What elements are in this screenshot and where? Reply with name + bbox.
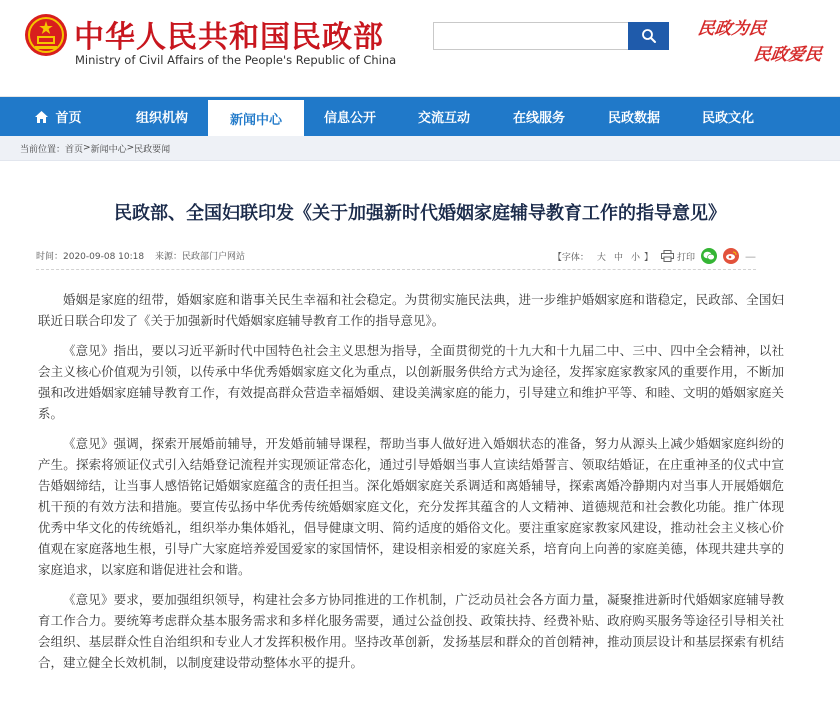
main-nav	[0, 97, 840, 136]
nav-item-label: 组织机构	[135, 111, 188, 126]
article-source: 来源：民政部门户网站	[155, 252, 246, 262]
site-title[interactable]: 中华人民共和国民政部	[74, 20, 384, 55]
paragraph: 《意见》强调，探索开展婚前辅导，开发婚前辅导课程，帮助当事人做好进入婚姻状态的准备，努力从源头上减少婚姻家庭纠纷的产生。探索将颁证仪式引入结婚登记流程并实现颁证常态化，通过引导婚姻当事人宣读结婚誓言、领取结婚证，在庄重神圣的仪式中宣告婚姻缔结，让当事人感悟铭记婚姻家庭蕴含的责任担当。深化婚姻家庭关系调适和离婚辅导，探索离婚冷静期内对当事人开展婚姻危机干预的有效方法和措施。要宣传弘扬中华优秀传统婚姻家庭文化，充分发挥其蕴含的人文精神、道德规范和社会教化功能。推广体现优秀中华文化的传统婚礼，组织举办集体婚礼，倡导健康文明、简约适度的婚俗文化。要注重家庭家教家风建设，推动社会主义核心价值观在家庭落地生根，引导广大家庭培养爱国爱家的家国情怀，建设相亲相爱的家庭关系，培育向上向善的家庭美德，体现共建共享的家庭追求，以家庭和谐促进社会和谐。	[38, 436, 784, 577]
article-tools	[553, 245, 756, 267]
wechat-share-icon[interactable]	[701, 248, 717, 264]
print-button[interactable]	[661, 250, 695, 263]
font-size-large[interactable]: 大	[596, 252, 606, 263]
nav-item-label: 民政数据	[607, 111, 660, 126]
nav-item-label: 在线服务	[512, 111, 565, 126]
nav-item-news[interactable]	[208, 97, 304, 136]
paragraph: 《意见》要求，要加强组织领导，构建社会多方协同推进的工作机制，广泛动员社会各方面力量，凝聚推进新时代婚姻家庭辅导教育工作合力。要统筹考虑群众基本服务需求和多样化服务需要，通过公益创投、政策扶持、经费补贴、政府购买服务等途径引导相关社会组织、基层群众性自治组织和专业人才发挥积极作用。坚持改革创新，发扬基层和群众的首创精神，推动顶层设计和基层探索有机结合，建立健全长效机制，以制度建设带动整体水平的提升。	[38, 592, 784, 670]
nav-item-data[interactable]	[586, 97, 682, 136]
search-input[interactable]	[434, 23, 628, 49]
article-meta	[36, 245, 756, 267]
site-header	[0, 0, 840, 97]
breadcrumb-separator: >	[83, 143, 91, 153]
nav-item-label: 民政文化	[701, 111, 754, 126]
nav-item-label: 首页	[55, 111, 82, 126]
font-size-small[interactable]: 小	[630, 252, 640, 263]
article-card	[20, 163, 820, 723]
nav-item-interaction[interactable]	[396, 97, 492, 136]
print-label: 打印	[676, 252, 695, 263]
search-icon	[641, 28, 657, 44]
nav-item-label: 新闻中心	[229, 112, 282, 128]
breadcrumb	[0, 136, 840, 161]
slogan-line-2: 民政爱民	[752, 45, 824, 65]
national-emblem-icon[interactable]	[24, 13, 68, 57]
nav-item-online-service[interactable]	[492, 97, 586, 136]
more-icon: —	[745, 249, 756, 263]
nav-item-info[interactable]	[304, 97, 396, 136]
site-subtitle: Ministry of Civil Affairs of the People's Republic of China	[75, 53, 397, 67]
meta-divider	[36, 269, 756, 270]
paragraph: 婚姻是家庭的纽带，婚姻家庭和谐事关民生幸福和社会稳定。为贯彻实施民法典，进一步维护婚姻家庭和谐稳定，民政部、全国妇联近日联合印发了《关于加强新时代婚姻家庭辅导教育工作的指导意见》。	[38, 292, 784, 328]
breadcrumb-separator: >	[126, 143, 135, 153]
slogan	[696, 12, 836, 64]
nav-item-home[interactable]	[0, 97, 116, 136]
nav-item-culture[interactable]	[682, 97, 774, 136]
publish-time: 时间：2020-09-08 10:18	[36, 252, 145, 262]
breadcrumb-item[interactable]: 民政要闻	[134, 144, 171, 155]
search-box	[433, 22, 669, 50]
home-icon	[34, 110, 49, 124]
nav-item-label: 信息公开	[323, 111, 376, 126]
nav-item-label: 交流互动	[417, 111, 470, 126]
nav-item-organization[interactable]	[116, 97, 208, 136]
font-size-medium[interactable]: 中	[613, 252, 623, 263]
font-size-label: 【字体：	[552, 252, 589, 263]
paragraph: 《意见》指出，要以习近平新时代中国特色社会主义思想为指导，全面贯彻党的十九大和十九届二中、三中、四中全会精神，以社会主义核心价值观为引领，以传承中华优秀婚姻家庭文化为重点，以创新服务供给方式为途径，发挥家庭家教家风的重要作用，不断加强和改进婚姻家庭辅导教育工作，有效提高群众营造幸福婚姻、建设美满家庭的能力，引导建立和维护平等、和睦、文明的婚姻家庭关系。	[38, 343, 784, 421]
breadcrumb-item[interactable]: 新闻中心	[90, 144, 127, 155]
printer-icon	[661, 250, 674, 262]
article-title: 民政部、全国妇联印发《关于加强新时代婚姻家庭辅导教育工作的指导意见》	[114, 203, 726, 224]
weibo-share-icon[interactable]	[723, 248, 739, 264]
slogan-line-1: 民政为民	[696, 19, 768, 39]
breadcrumb-prefix: 当前位置：	[20, 144, 66, 155]
search-button[interactable]	[628, 22, 669, 50]
article-body	[38, 289, 784, 682]
breadcrumb-item[interactable]: 首页	[65, 144, 84, 155]
font-size-close: 】	[643, 252, 653, 263]
